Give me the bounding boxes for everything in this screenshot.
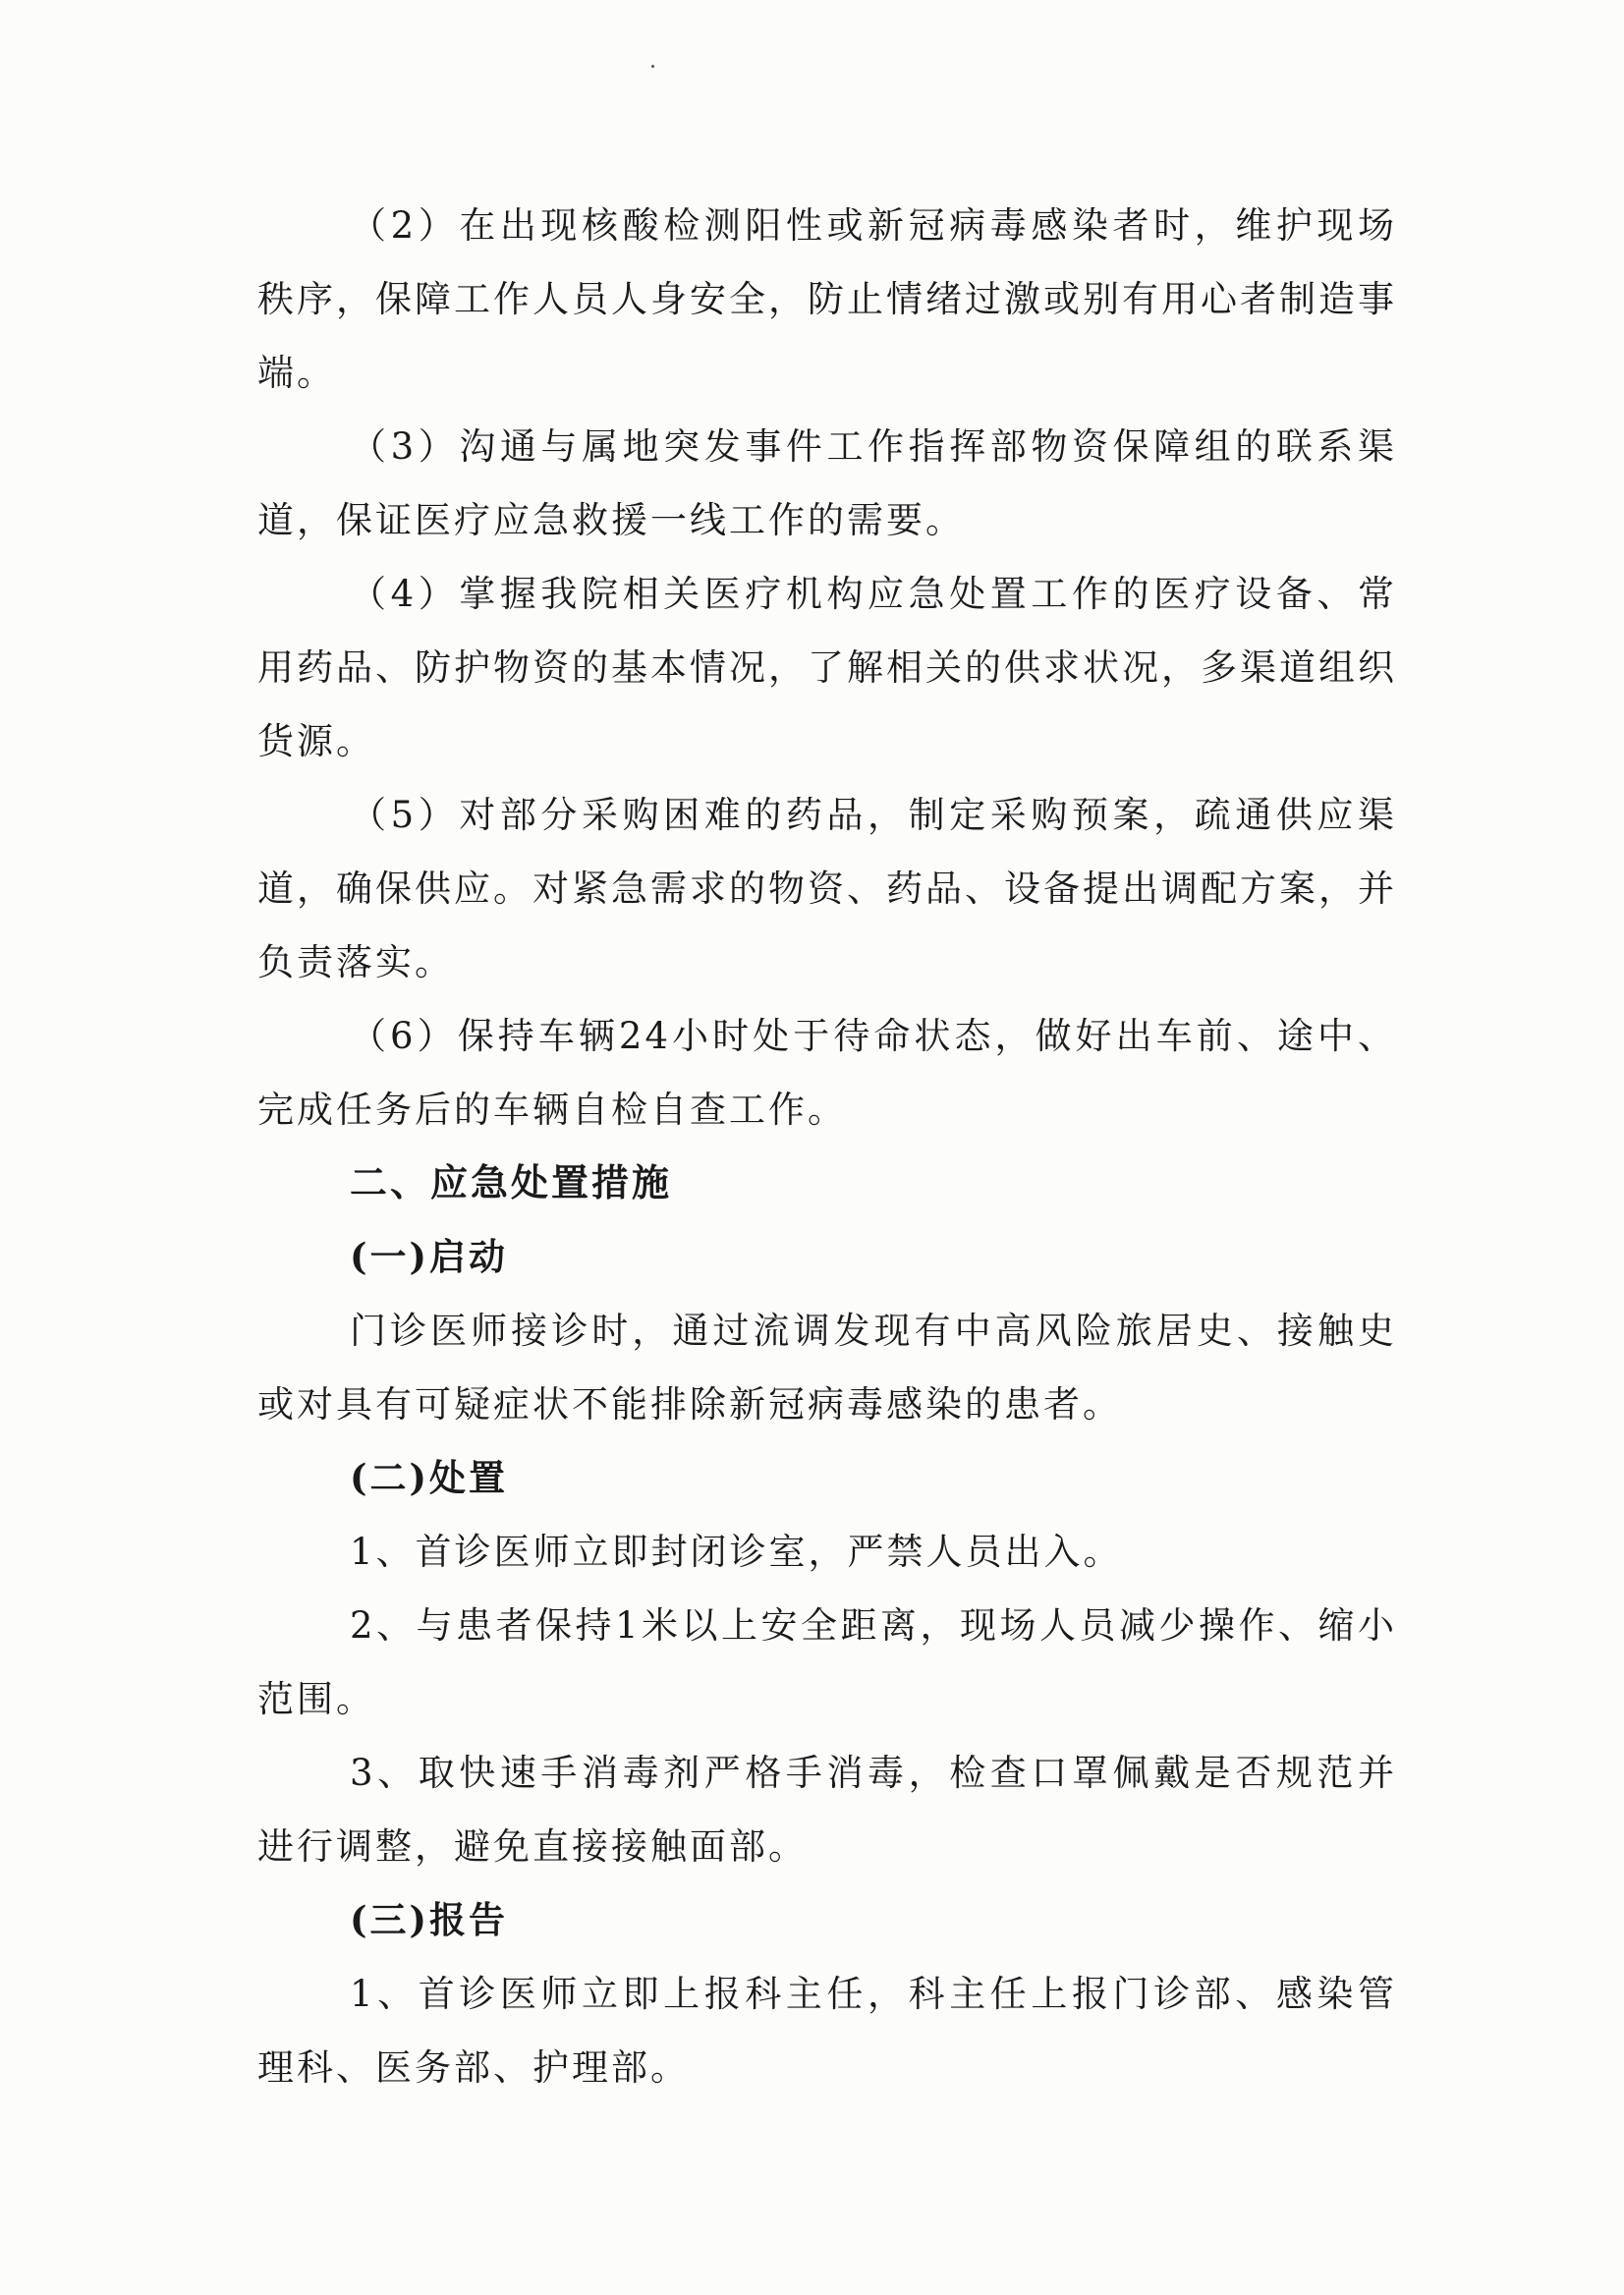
subsection-heading-handle: (二)处置 (350, 1456, 509, 1499)
report-item-1: 1、首诊医师立即上报科主任，科主任上报门诊部、感染管理科、医务部、护理部。 (257, 1973, 1397, 2089)
paragraph-item-5: （5）对部分采购困难的药品，制定采购预案，疏通供应渠道，确保供应。对紧急需求的物资、药品、设备提出调配方案，并负责落实。 (257, 794, 1397, 983)
paragraph-item-2: （2）在出现核酸检测阳性或新冠病毒感染者时，维护现场秩序，保障工作人员人身安全，防止情绪过激或别有用心者制造事端。 (257, 204, 1397, 394)
handle-item-2: 2、与患者保持1米以上安全距离，现场人员减少操作、缩小范围。 (257, 1604, 1397, 1720)
paragraph-item-3: （3）沟通与属地突发事件工作指挥部物资保障组的联系渠道，保证医疗应急救援一线工作的需要。 (257, 425, 1397, 541)
section-heading: 二、应急处置措施 (350, 1161, 673, 1204)
handle-item-3: 3、取快速手消毒剂严格手消毒，检查口罩佩戴是否规范并进行调整，避免直接接触面部。 (257, 1752, 1397, 1868)
subsection-heading-report: (三)报告 (350, 1898, 509, 1941)
scan-mark (651, 65, 654, 68)
handle-item-1: 1、首诊医师立即封闭诊室，严禁人员出入。 (350, 1531, 1123, 1573)
start-paragraph: 门诊医师接诊时，通过流调发现有中高风险旅居史、接触史或对具有可疑症状不能排除新冠病毒感染的患者。 (257, 1310, 1397, 1426)
paragraph-item-6: （6）保持车辆24小时处于待命状态，做好出车前、途中、完成任务后的车辆自检自查工作。 (257, 1015, 1397, 1131)
subsection-heading-start: (一)启动 (350, 1235, 509, 1278)
paragraph-item-4: （4）掌握我院相关医疗机构应急处置工作的医疗设备、常用药品、防护物资的基本情况，了解相关的供求状况，多渠道组织货源。 (257, 573, 1397, 762)
document-body (257, 189, 1397, 2104)
